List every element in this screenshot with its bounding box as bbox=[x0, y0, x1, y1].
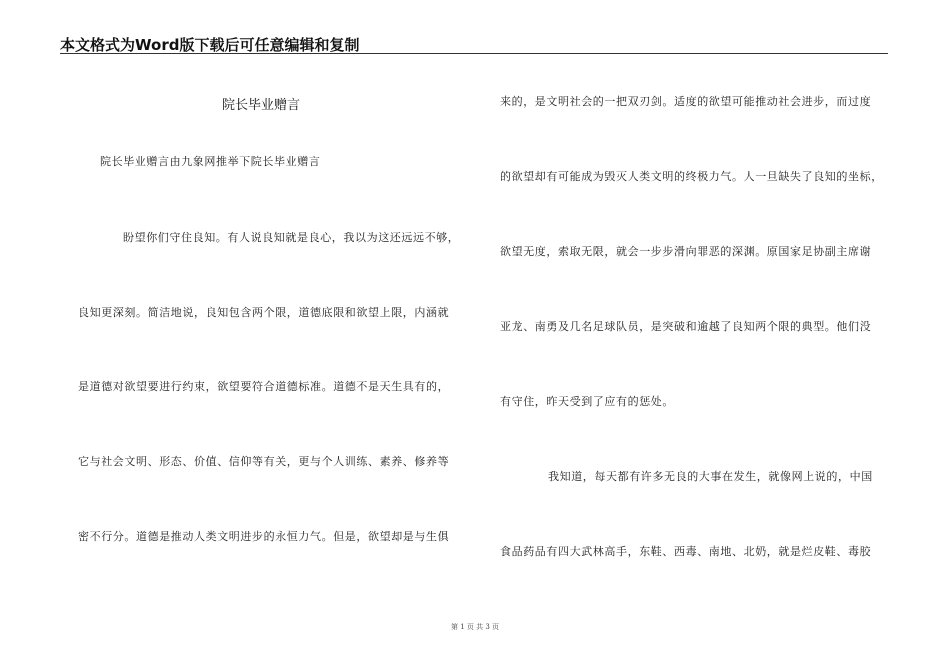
paragraph-line: 食品药品有四大武林高手，东鞋、西毒、南地、北奶，就是烂皮鞋、毒胶 bbox=[500, 545, 872, 558]
paragraph-line: 我知道，每天都有许多无良的大事在发生，就像网上说的，中国 bbox=[548, 470, 873, 483]
page-number: 第 1 页 共 3 页 bbox=[450, 623, 500, 631]
paragraph-line: 良知更深刻。简洁地说，良知包含两个限，道德底限和欲望上限，内涵就 bbox=[78, 306, 450, 319]
paragraph-line: 院长毕业赠言由九象网推举下院长毕业赠言 bbox=[100, 155, 321, 168]
paragraph-line: 它与社会文明、形态、价值、信仰等有关，更与个人训练、素养、修养等 bbox=[78, 455, 450, 468]
paragraph-line: 的欲望却有可能成为毁灭人类文明的终极力气。人一旦缺失了良知的坐标， bbox=[500, 170, 883, 183]
banner-divider bbox=[60, 53, 888, 54]
paragraph-line: 亚龙、南勇及几名足球队员，是突破和逾越了良知两个限的典型。他们没 bbox=[500, 320, 872, 333]
paragraph-line: 密不行分。道德是推动人类文明进步的永恒力气。但是，欲望却是与生俱 bbox=[78, 530, 450, 543]
download-banner: 本文格式为Word版下载后可任意编辑和复制 bbox=[60, 36, 360, 54]
paragraph-line: 是道德对欲望要进行约束，欲望要符合道德标准。道德不是天生具有的， bbox=[78, 380, 450, 393]
paragraph-line: 来的，是文明社会的一把双刃剑。适度的欲望可能推动社会进步，而过度 bbox=[500, 95, 872, 108]
paragraph-line: 欲望无度，索取无限，就会一步步滑向罪恶的深渊。原国家足协副主席谢 bbox=[500, 245, 872, 258]
document-title: 院长毕业赠言 bbox=[222, 98, 301, 113]
paragraph-line: 盼望你们守住良知。有人说良知就是良心，我以为这还远远不够， bbox=[123, 231, 460, 244]
paragraph-line: 有守住，昨天受到了应有的惩处。 bbox=[500, 395, 674, 408]
